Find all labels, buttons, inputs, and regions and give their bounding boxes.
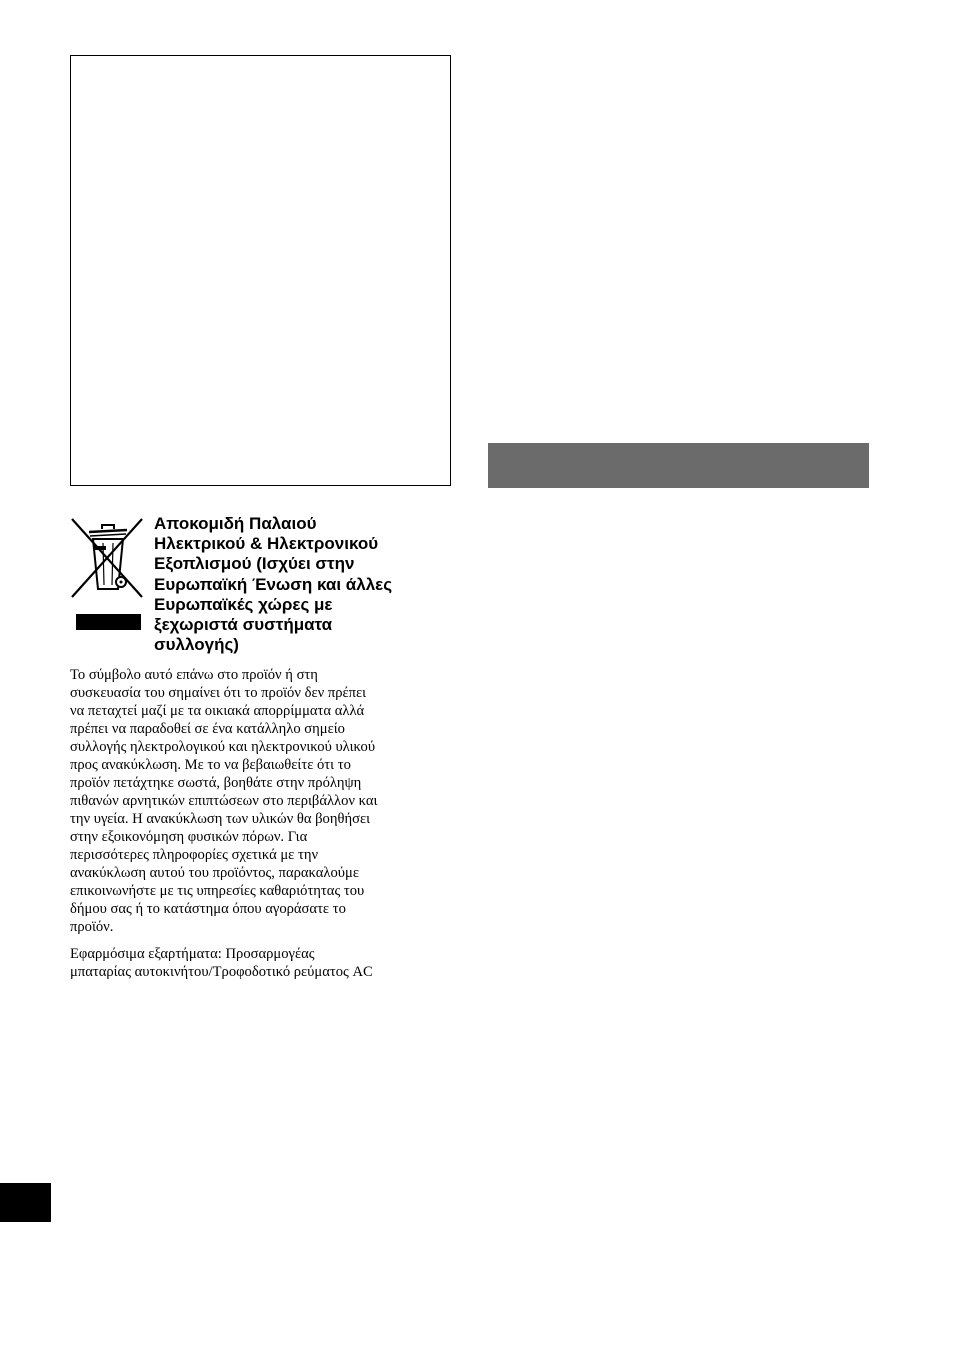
weee-black-bar [76, 614, 141, 630]
body-line: συσκευασία του σημαίνει ότι το προϊόν δεν πρέπει [70, 685, 367, 701]
heading-line: συλλογής) [154, 635, 239, 655]
body-line: πρέπει να παραδοθεί σε ένα κατάλληλο σημείο [70, 721, 345, 737]
body-line: πιθανών αρνητικών επιπτώσεων στο περιβάλλον και [70, 793, 378, 809]
empty-notice-box [70, 55, 451, 486]
heading-line: Αποκομιδή Παλαιού [154, 514, 317, 533]
page-edge-tab [0, 1183, 51, 1222]
heading-line: ξεχωριστά συστήματα [154, 615, 333, 635]
weee-body-paragraph [70, 666, 377, 936]
body-line: ανακύκλωση αυτού του προϊόντος, παρακαλούμε [70, 865, 359, 881]
body-line: στην εξοικονόμηση φυσικών πόρων. Για [70, 829, 308, 845]
heading-line: Εξοπλισμού (Ισχύει στην [154, 554, 355, 574]
body-line: την υγεία. Η ανακύκλωση των υλικών θα βοηθήσει [70, 811, 371, 827]
body-line: δήμου σας ή το κατάστημα όπου αγοράσατε το [70, 901, 346, 917]
section-header-bar [488, 443, 869, 488]
heading-line: Ευρωπαϊκές χώρες με [154, 594, 333, 614]
body-line: επικοινωνήστε με τις υπηρεσίες καθαριότητας του [70, 883, 365, 899]
body-line: Το σύμβολο αυτό επάνω στο προϊόν ή στη [70, 667, 318, 683]
weee-heading [154, 514, 392, 655]
heading-line: Ευρωπαϊκή Ένωση και άλλες [154, 574, 393, 594]
body-line: περισσότερες πληροφορίες σχετικά με την [70, 847, 319, 863]
accessories-line: μπαταρίας αυτοκινήτου/Τροφοδοτικό ρεύματος AC [70, 964, 373, 980]
crossed-out-wheelie-bin-icon [70, 515, 144, 633]
body-line: συλλογής ηλεκτρολογικού και ηλεκτρονικού υλικού [70, 739, 376, 755]
heading-line: Ηλεκτρικού & Ηλεκτρονικού [154, 534, 379, 554]
accessories-line: Εφαρμόσιμα εξαρτήματα: Προσαρμογέας [70, 946, 315, 962]
accessories-paragraph [70, 945, 373, 981]
body-line: να πεταχτεί μαζί με τα οικιακά απορρίμματα αλλά [70, 703, 365, 719]
body-line: προϊόν. [70, 919, 114, 935]
body-line: προς ανακύκλωση. Με το να βεβαιωθείτε ότι το [70, 757, 351, 773]
body-line: προϊόν πετάχτηκε σωστά, βοηθάτε στην πρόληψη [70, 775, 362, 791]
